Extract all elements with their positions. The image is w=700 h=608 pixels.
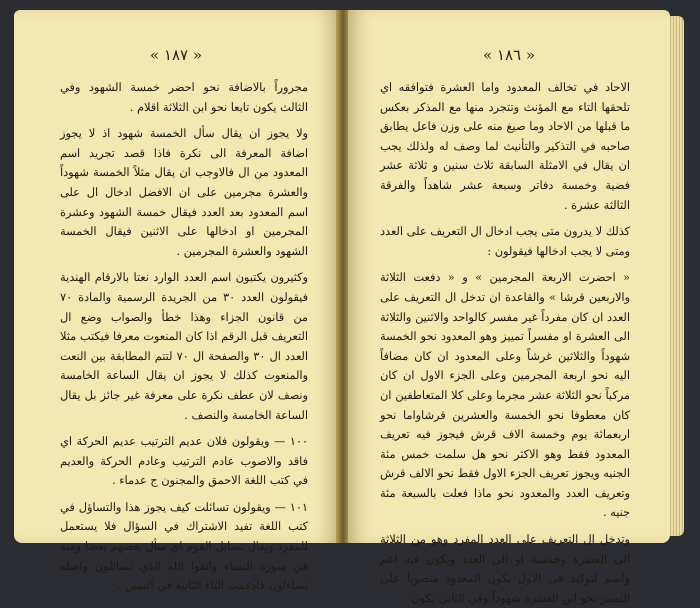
right-page-text [380,78,630,608]
left-page-text [60,78,308,596]
page-number-left: « ١٨٧ » [149,46,203,64]
left-page [14,10,338,593]
page-number-right: « ١٨٦ » [482,46,536,64]
paragraph: ١٠١ — ويقولون تسائلت كيف يجوز هذا والتساؤل في كتب اللغة تفيد الاشتراك في السؤال فلا يستعمل للمفرد ويقال تسايل القوم اي سأل بعضهم بعضا ومنه في سورة النساء واتقوا الله الذي تسائلون واصله تساءلون فادغمت التاء الثانية في السين . [60,500,308,593]
paragraph: وكثيرون يكتبون اسم العدد الوارد نعتا بالارقام الهندية فيقولون العدد ٣٠ من الجريدة الرسمية والمادة ٧٠ من قانون الجزاء وهذا خطأ والصواب وضع ال التعريف قبل الرقم اذا كان المنعوت معرفا فيكتب مثلا العدد ال ٣٠ والصفحة ال ٧٠ لتتم المطابقة بين النعت والمنعوت كذلك لا يجوز ان يقال الساعة الخامسة ونصف لان عطف نكرة على معرفة غير جائز بل يقال الساعة الخامسة والنصف . [60,271,308,422]
paragraph: « احضرت الاربعة المجرمين » و « دفعت الثلاثة والاربعين قرشا » والقاعدة ان تدخل ال التعريف على العدد ان كان مفرداً غير مفسر كالواحد والاثنين والثلاثة الى العشرة او مفسراً تمييز وهو المعدود نحو الخمسة شهوداً والثلاثين غرشاً وعلى المعدود ان كان مضافاً اليه نحو اربعة المجرمين وعلى الجزء الاول ان كان مركباً نحو الثلاثة عشر مجرما وعلى كلا المتعاطفين ان كان معطوفا نحو الخمسة والعشرين قرشاواما نحو اربعمائة يوم وخمسة الاف قرش فيجوز فيه تعريف المعدود فقط وهو الاكثر نحو هل سلمت خمس مئة الجنيه ويجوز تعريف الجزء الاول فقط نحو الالف قرش وتعريف العدد والمعدود نحو ماذا فعلت بالسبعة مئة جنيه . [380,271,630,520]
paragraph: مجروراً بالاضافة نحو احضر خمسة الشهود وفي الثالث يكون تابعا نحو ابن الثلاثة اقلام . [60,81,308,114]
right-page [348,10,670,605]
paragraph: كذلك لا يدرون متى يجب ادخال ال التعريف على العدد ومتى لا يجب ادخالها فيقولون : [380,225,630,258]
open-book [14,10,686,605]
paragraph: وتدخل ال التعريف على العدد المفرد وهو من الثلاثة الى العشرة وخمسة او الى العدد ويكون فيه اعم واسم لتوكيد في الاول يكون المعدود منصوبا على التمييز نحو ابن العشرة شهوداً وفي الثاني يكون [380,533,630,605]
paragraph: ١٠٠ — ويقولون فلان عديم الترتيب عديم الحركة اي فاقد والاصوب عادم الترتيب وعادم الحركة والعديم في كتب اللغة الاحمق والمجنون ج عدماء . [60,435,308,488]
paragraph: الاحاد في تخالف المعدود واما العشرة فتوافقه اي تلحقها التاء مع المؤنث وتتجرد منها مع المذكر بعكس ما قبلها من الاحاد وما صيغ منه على وزن فاعل يطابق صاحبه في التذكير والتأنيث لما وصف له ولذلك يجب ان يقال في الامثلة السابقة ثلاث سنين و ثلاثة عشر فضية وخمسة دفاتر وسبعة عشر شاهداً والفرقة الثالثة عشرة . [380,81,630,212]
paragraph: ولا يجوز ان يقال سأل الخمسة شهود اذ لا يجوز اضافة المعرفة الى نكرة فاذا قصد تجريد اسم المعدود من ال فالاوجب ان يقال مثلاً الخمسة شهوداً والعشرة مجرمين على ان الافضل ادخال ال على اسم المعدود بعد العدد فيقال خمسة الشهود وعشرة المجرمين او ادخالها على الاثنين فيقال الخمسة الشهود والعشرة المجرمين . [60,127,308,258]
